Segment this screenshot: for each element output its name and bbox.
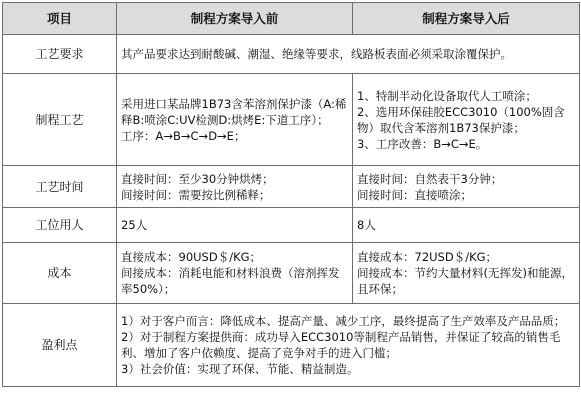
time-after-line: 间接时间：直接喷涂； xyxy=(357,187,472,202)
staff-after: 8人 xyxy=(353,208,580,243)
requirement-content: 其产品要求达到耐酸碱、潮湿、绝缘等要求，线路板表面必须采取涂覆保护。 xyxy=(117,35,580,74)
row-label-profit: 盈利点 xyxy=(3,304,117,387)
row-requirement xyxy=(3,35,580,74)
row-staff xyxy=(3,208,580,243)
row-label-cost: 成本 xyxy=(3,243,117,304)
cost-before-line: 直接成本：90USD＄/KG； xyxy=(121,250,262,264)
cost-after xyxy=(353,243,580,304)
process-before-line: 工序：A→B→C→D→E； xyxy=(121,128,246,143)
row-label-process: 制程工艺 xyxy=(3,74,117,166)
staff-before: 25人 xyxy=(117,208,353,243)
process-after xyxy=(353,74,580,166)
process-after-line: 1、特制半动化设备取代人工喷涂； xyxy=(357,88,537,103)
profit-point: 2）对于制程方案提供商：成功导入ECC3010等制程产品销售，并保证了较高的销售毛利、增加了客户依赖度、提高了竞争对手的进入门槛； xyxy=(121,330,561,360)
process-after-line: 2、选用环保硅胶ECC3010（100%固含物）取代含苯溶剂1B73保护漆； xyxy=(357,104,565,135)
cost-before xyxy=(117,243,353,304)
process-before xyxy=(117,74,353,166)
header-after: 制程方案导入后 xyxy=(353,3,580,35)
row-time xyxy=(3,166,580,208)
row-profit xyxy=(3,304,580,387)
profit-point: 3）社会价值：实现了环保、节能、精益制造。 xyxy=(121,362,359,376)
row-label-time: 工艺时间 xyxy=(3,166,117,208)
process-before-line: 采用进口某品牌1B73含苯溶剂保护漆（A:稀释B:喷涂C:UV检测D:烘烤E:下道工序）； xyxy=(121,96,347,127)
time-before-line: 直接时间：至少30分钟烘烤； xyxy=(121,171,274,186)
process-after-line: 3、工序改善：B→C→E。 xyxy=(357,136,488,151)
time-after-line: 直接时间：自然表干3分钟； xyxy=(357,171,503,186)
cost-after-line: 直接成本：72USD＄/KG； xyxy=(357,250,498,264)
header-row xyxy=(3,3,580,35)
profit-content xyxy=(117,304,580,387)
time-before-line: 间接时间：需要按比例稀释； xyxy=(121,187,271,202)
row-label-staff: 工位用人 xyxy=(3,208,117,243)
row-cost xyxy=(3,243,580,304)
comparison-table xyxy=(2,2,580,387)
cost-after-line: 间接成本：节约大量材料(无挥发)和能源，且环保； xyxy=(357,266,573,296)
time-after xyxy=(353,166,580,208)
row-process xyxy=(3,74,580,166)
time-before xyxy=(117,166,353,208)
row-label-requirement: 工艺要求 xyxy=(3,35,117,74)
profit-point: 1）对于客户而言：降低成本、提高产量、减少工序，最终提高了生产效率及产品品质； xyxy=(121,314,566,328)
header-before: 制程方案导入前 xyxy=(117,3,353,35)
cost-before-line: 间接成本：消耗电能和材料浪费（溶剂挥发率50%）； xyxy=(121,266,340,296)
header-item: 项目 xyxy=(3,3,117,35)
